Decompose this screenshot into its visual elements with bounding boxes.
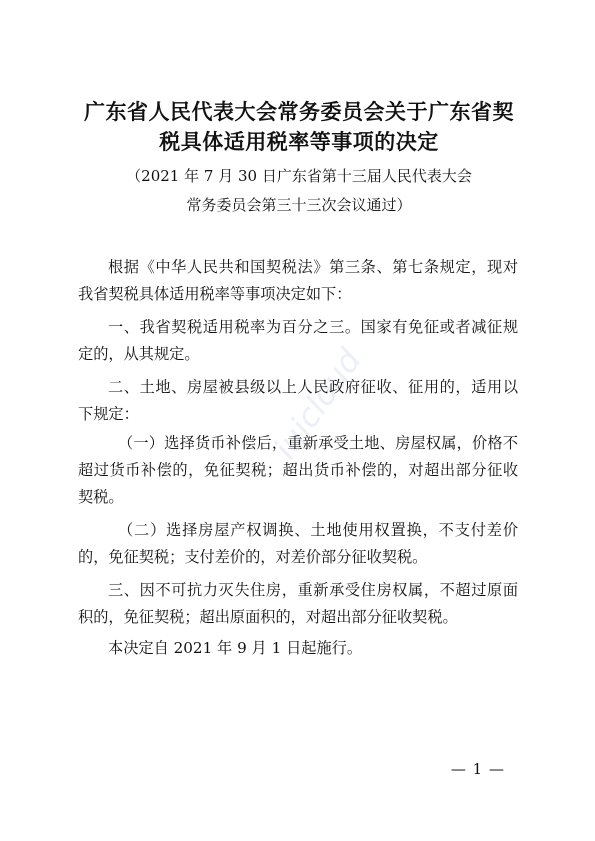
paragraph-preamble: 根据《中华人民共和国契税法》第三条、第七条规定，现对我省契税具体适用税率等事项决定如下： <box>78 258 518 303</box>
paragraph-item-2: 二、土地、房屋被县级以上人民政府征收、征用的，适用以下规定： <box>78 378 518 423</box>
title-line-2: 税具体适用税率等事项的决定 <box>159 130 439 154</box>
subtitle-line-1: （2021 年 7 月 30 日广东省第十三届人民代表大会 <box>126 167 472 185</box>
document-subtitle <box>70 162 528 220</box>
subtitle-line-2: 常务委员会第三十三次会议通过） <box>186 196 412 214</box>
paragraph-item-2-sub-2: （二）选择房屋产权调换、土地使用权置换，不支付差价的，免征契税；支付差价的，对差价部分征收契税。 <box>78 521 518 566</box>
document-title <box>70 97 528 157</box>
paragraph-item-2-sub-1: （一）选择货币补偿后，重新承受土地、房屋权属，价格不超过货币补偿的，免征契税；超出货币补偿的，对超出部分征收契税。 <box>78 434 518 506</box>
paragraph-item-1: 一、我省契税适用税率为百分之三。国家有免征或者减征规定的，从其规定。 <box>78 318 518 363</box>
watermark: iuicloud <box>266 342 369 466</box>
page-number: — 1 — <box>450 760 505 778</box>
title-line-1: 广东省人民代表大会常务委员会关于广东省契 <box>84 100 514 124</box>
paragraph-item-3: 三、因不可抗力灭失住房，重新承受住房权属，不超过原面积的，免征契税；超出原面积的，对超出部分征收契税。 <box>78 581 518 626</box>
paragraph-effective-date: 本决定自 2021 年 9 月 1 日起施行。 <box>108 639 363 657</box>
